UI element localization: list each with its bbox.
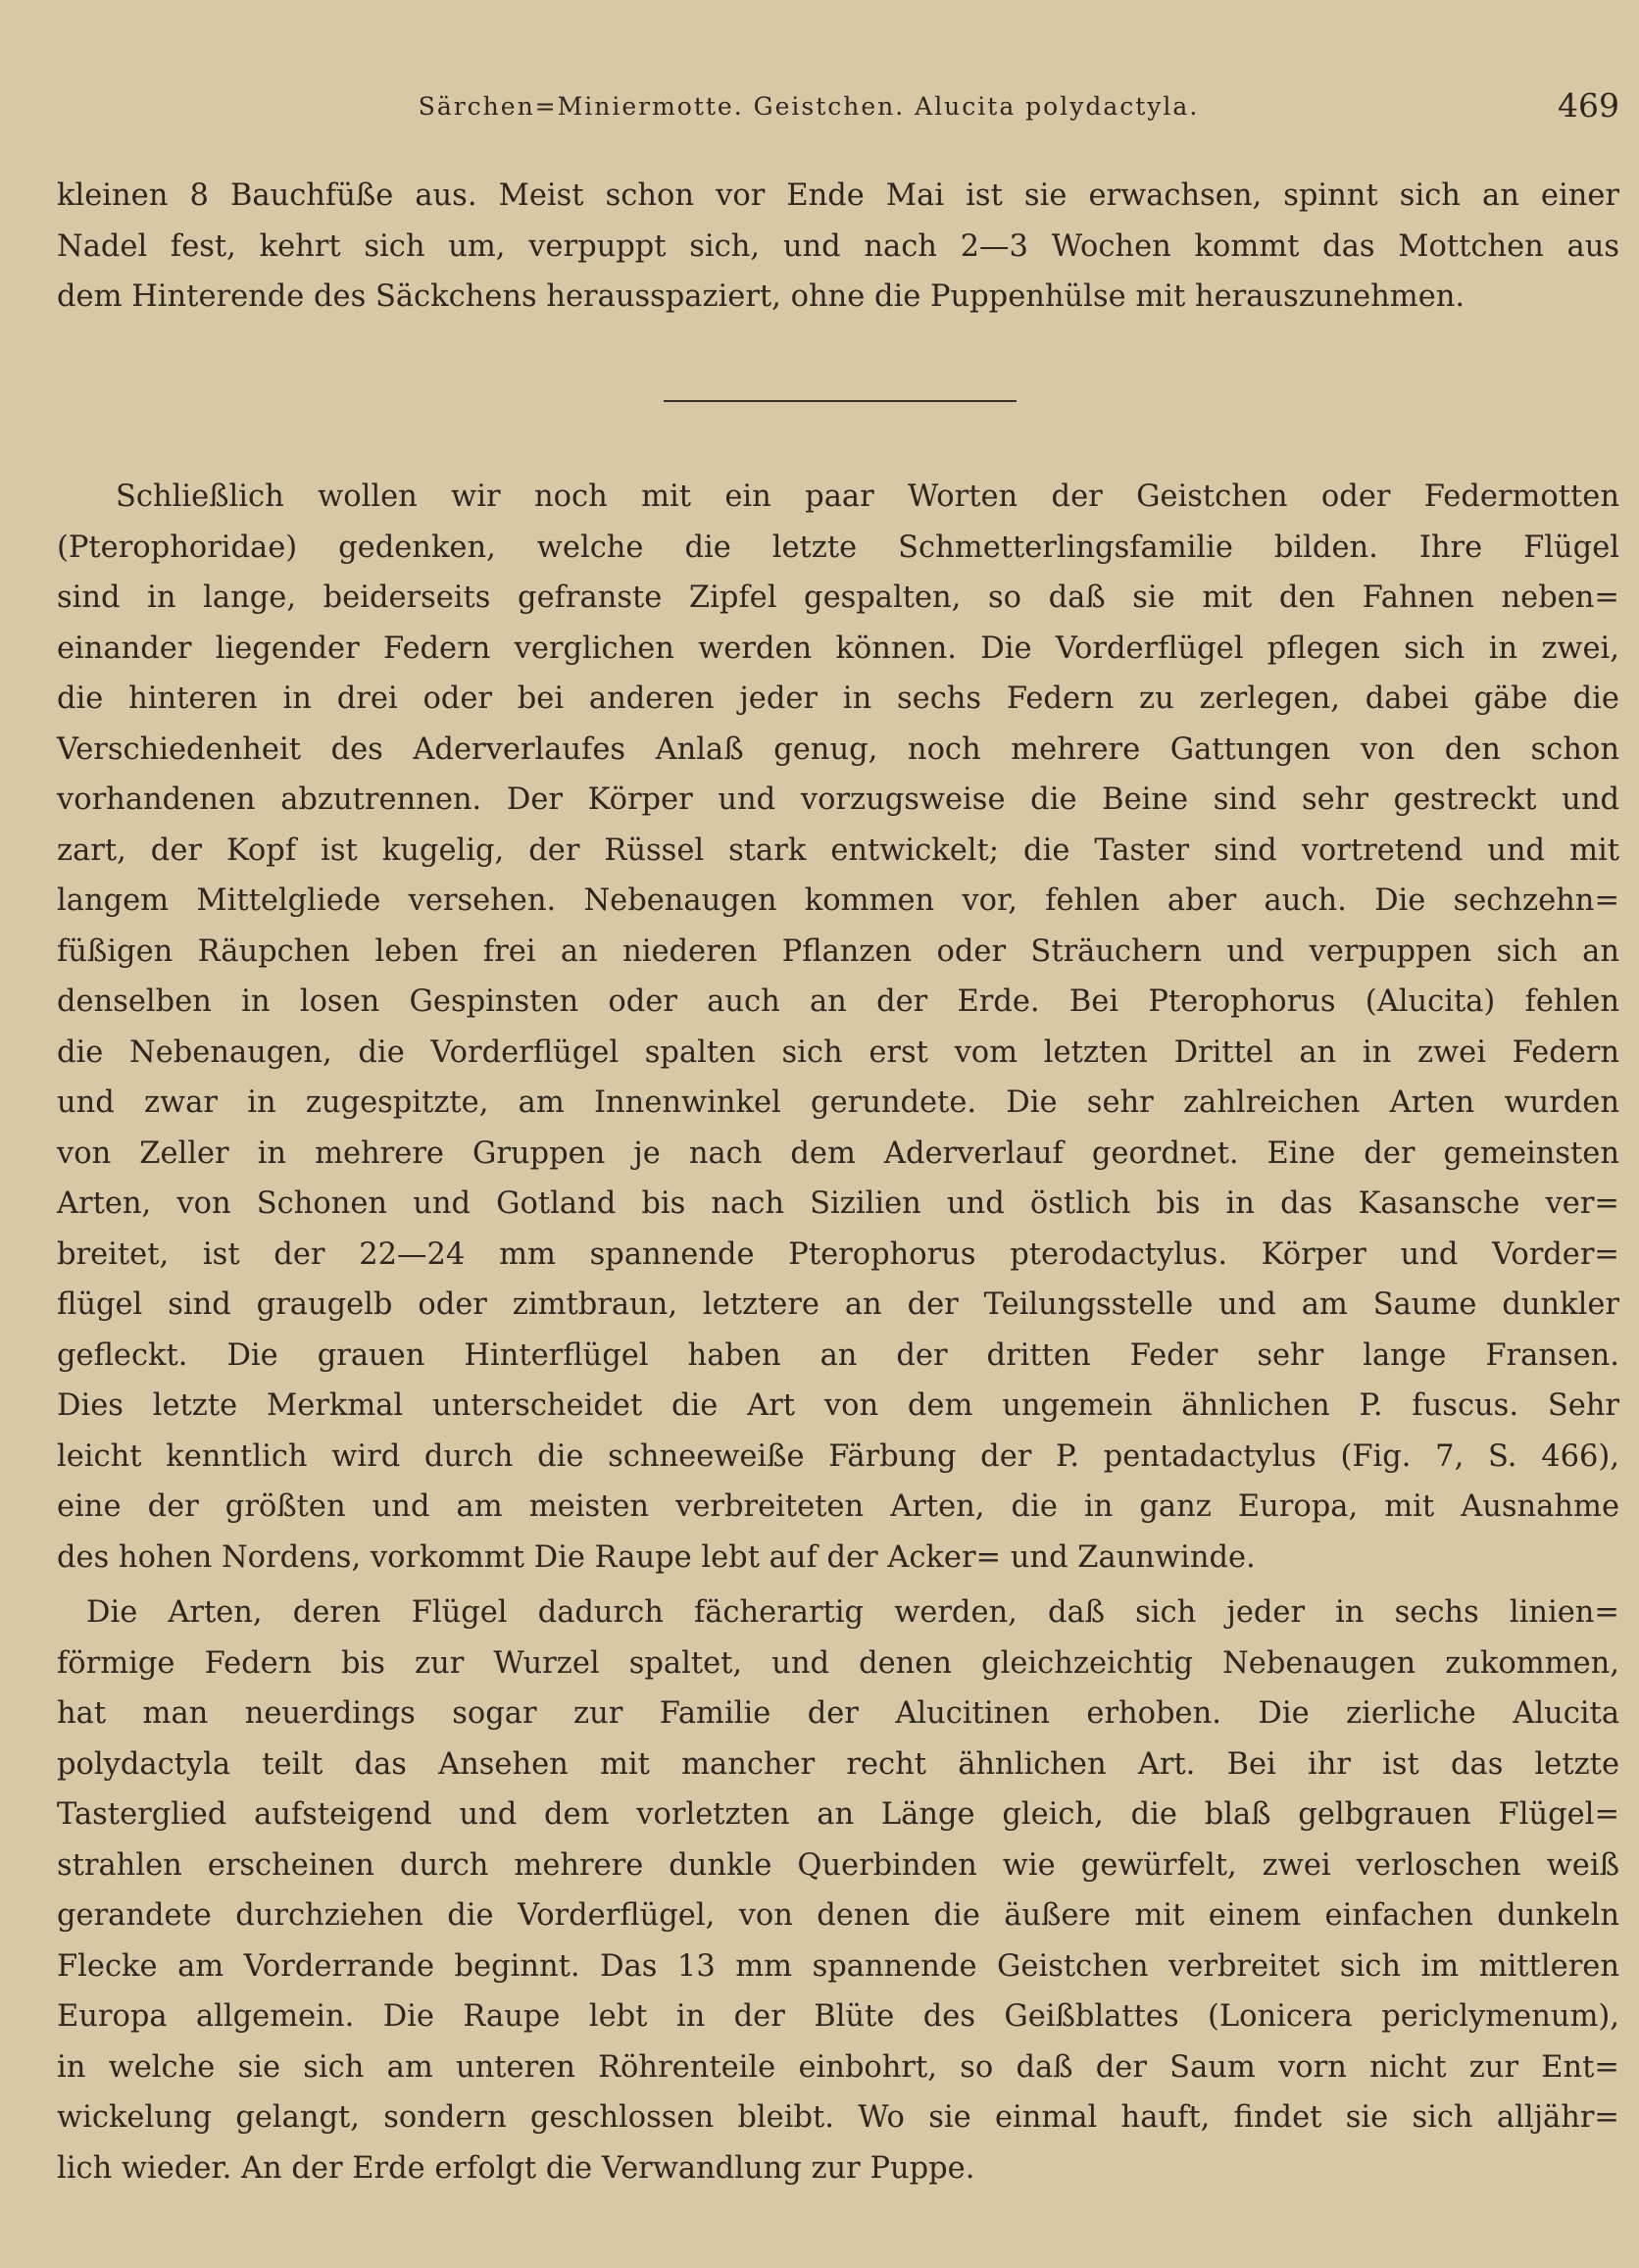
text-line: lich wieder. An der Erde erfolgt die Verwandlung zur Puppe. — [57, 2150, 975, 2186]
text-line: Arten, von Schonen und Gotland bis nach Sizilien und östlich bis in das Kasansche ver= — [57, 1186, 1619, 1221]
text-line: von Zeller in mehrere Gruppen je nach dem Aderverlauf geordnet. Eine der gemeinsten — [57, 1135, 1619, 1171]
text-line: zart, der Kopf ist kugelig, der Rüssel stark entwickelt; die Taster sind vortretend und mit — [57, 832, 1619, 868]
text-line: dem Hinterende des Säckchens herausspaziert, ohne die Puppenhülse mit herauszunehmen. — [57, 279, 1465, 314]
text-line: Schließlich wollen wir noch mit ein paar Worten der Geistchen oder Federmotten — [116, 479, 1619, 514]
text-line: langem Mittelgliede versehen. Nebenaugen kommen vor, fehlen aber auch. Die sechzehn= — [57, 883, 1619, 918]
text-line: sind in lange, beiderseits gefranste Zipfel gespalten, so daß sie mit den Fahnen neben= — [57, 580, 1619, 615]
page-number: 469 — [1558, 86, 1619, 125]
section-divider — [664, 400, 1017, 402]
text-line: Europa allgemein. Die Raupe lebt in der Blüte des Geißblattes (Lonicera periclymenum), — [57, 1999, 1619, 2034]
text-line: die hinteren in drei oder bei anderen jeder in sechs Federn zu zerlegen, dabei gäbe die — [57, 681, 1619, 716]
text-line: wickelung gelangt, sondern geschlossen bleibt. Wo sie einmal hauft, findet sie sich alljähr= — [57, 2100, 1619, 2135]
text-line: füßigen Räupchen leben frei an niederen Pflanzen oder Sträuchern und verpuppen sich an — [57, 933, 1619, 969]
text-line: leicht kenntlich wird durch die schneeweiße Färbung der P. pentadactylus (Fig. 7, S. 466), — [57, 1438, 1619, 1474]
text-line: kleinen 8 Bauchfüße aus. Meist schon vor Ende Mai ist sie erwachsen, spinnt sich an einer — [57, 178, 1619, 213]
text-line: in welche sie sich am unteren Röhrenteile einbohrt, so daß der Saum vorn nicht zur Ent= — [57, 2049, 1619, 2085]
text-line: vorhandenen abzutrennen. Der Körper und vorzugsweise die Beine sind sehr gestreckt und — [57, 782, 1619, 817]
paragraph-alucita — [57, 1588, 1619, 2193]
text-line: die Nebenaugen, die Vorderflügel spalten sich erst vom letzten Drittel an in zwei Federn — [57, 1034, 1619, 1070]
text-line: und zwar in zugespitzte, am Innenwinkel gerundete. Die sehr zahlreichen Arten wurden — [57, 1085, 1619, 1120]
running-head — [57, 86, 1619, 135]
text-line: Nadel fest, kehrt sich um, verpuppt sich, und nach 2—3 Wochen kommt das Mottchen aus — [57, 228, 1619, 264]
text-line: gefleckt. Die grauen Hinterflügel haben an der dritten Feder sehr lange Fransen. — [57, 1337, 1619, 1373]
text-line: Verschiedenheit des Aderverlaufes Anlaß genug, noch mehrere Gattungen von den schon — [57, 731, 1619, 767]
text-line: breitet, ist der 22—24 mm spannende Pterophorus pterodactylus. Körper und Vorder= — [57, 1236, 1619, 1272]
text-line: flügel sind graugelb oder zimtbraun, letztere an der Teilungsstelle und am Saume dunkler — [57, 1287, 1619, 1322]
text-line: (Pterophoridae) gedenken, welche die letzte Schmetterlingsfamilie bilden. Ihre Flügel — [57, 529, 1619, 565]
text-line: eine der größten und am meisten verbreiteten Arten, die in ganz Europa, mit Ausnahme — [57, 1489, 1619, 1524]
text-line: gerandete durchziehen die Vorderflügel, von denen die äußere mit einem einfachen dunkeln — [57, 1898, 1619, 1933]
book-page — [57, 86, 1619, 2243]
text-line: Tasterglied aufsteigend und dem vorletzten an Länge gleich, die blaß gelbgrauen Flügel= — [57, 1797, 1619, 1832]
text-line: hat man neuerdings sogar zur Familie der Alucitinen erhoben. Die zierliche Alucita — [57, 1696, 1619, 1731]
paragraph-puppe — [57, 171, 1619, 323]
text-line: strahlen erscheinen durch mehrere dunkle Querbinden wie gewürfelt, zwei verloschen weiß — [57, 1847, 1619, 1883]
text-line: Die Arten, deren Flügel dadurch fächerartig werden, daß sich jeder in sechs linien= — [86, 1595, 1619, 1630]
text-line: förmige Federn bis zur Wurzel spaltet, und denen gleichzeichtig Nebenaugen zukommen, — [57, 1645, 1619, 1681]
text-line: einander liegender Federn verglichen werden können. Die Vorderflügel pflegen sich in zwei, — [57, 630, 1619, 666]
running-title: Särchen=Miniermotte. Geistchen. Alucita polydactyla. — [418, 92, 1200, 121]
text-line: denselben in losen Gespinsten oder auch an der Erde. Bei Pterophorus (Alucita) fehlen — [57, 984, 1619, 1019]
text-line: Flecke am Vorderrande beginnt. Das 13 mm spannende Geistchen verbreitet sich im mittleren — [57, 1948, 1619, 1984]
paragraph-geistchen — [57, 472, 1619, 1583]
text-line: Dies letzte Merkmal unterscheidet die Art von dem ungemein ähnlichen P. fuscus. Sehr — [57, 1388, 1619, 1423]
text-line: des hohen Nordens, vorkommt Die Raupe lebt auf der Acker= und Zaunwinde. — [57, 1539, 1256, 1575]
text-line: polydactyla teilt das Ansehen mit mancher recht ähnlichen Art. Bei ihr ist das letzte — [57, 1746, 1619, 1782]
